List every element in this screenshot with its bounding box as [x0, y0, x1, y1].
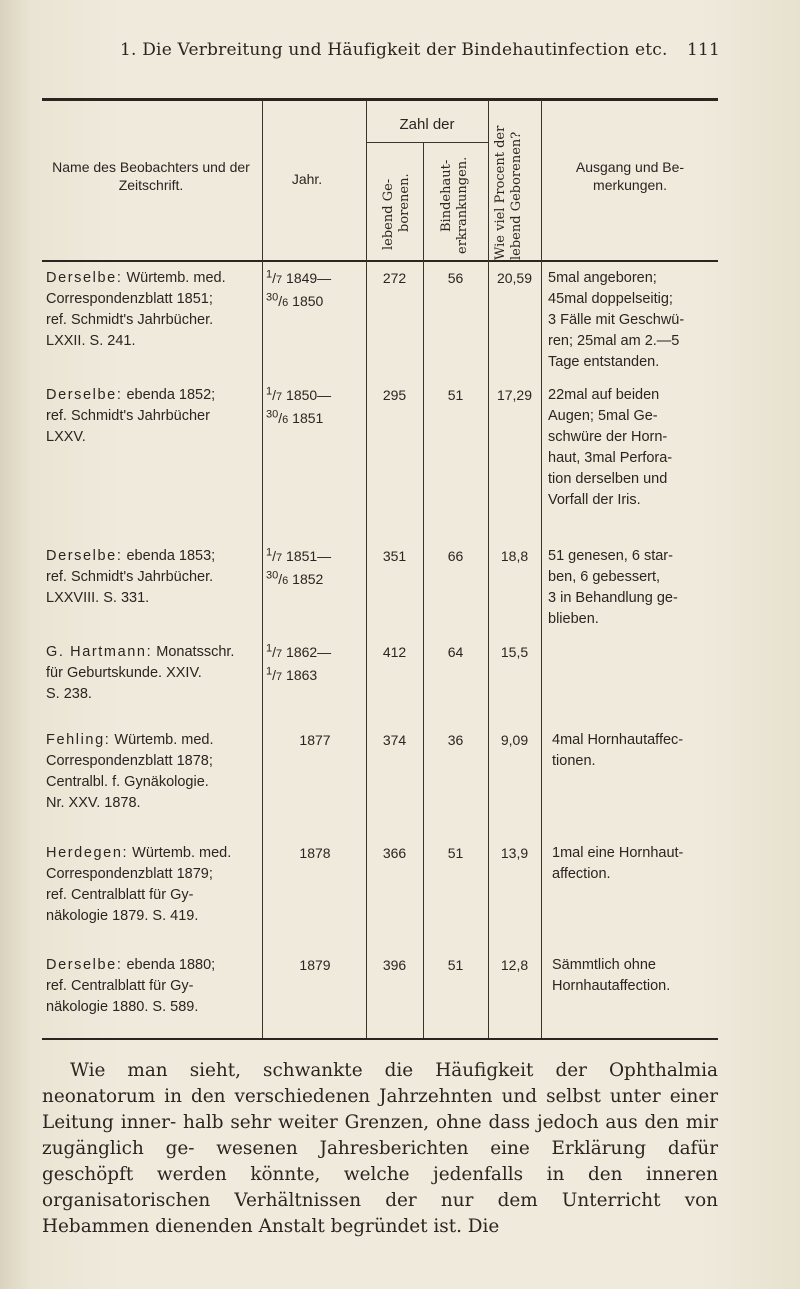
outcome-cell	[548, 843, 722, 885]
col-line	[541, 100, 542, 262]
outcome-line: ren; 25mal am 2.—5	[548, 333, 680, 349]
conjunctivitis-cell: 66	[447, 548, 464, 564]
conjunctivitis-cell: 56	[447, 270, 464, 286]
outcome-cell	[548, 385, 718, 511]
percent-cell: 13,9	[500, 845, 529, 861]
observer-cell	[46, 385, 260, 448]
percent-cell: 12,8	[500, 957, 529, 973]
conjunctivitis-cell: 51	[447, 387, 464, 403]
percent-cell: 18,8	[500, 548, 529, 564]
outcome-line: 5mal angeboren;	[548, 270, 657, 286]
page-number: 111	[686, 40, 720, 60]
percent-cell: 20,59	[496, 270, 533, 286]
born-alive-cell: 396	[382, 957, 407, 973]
observer-line: ref. Centralblatt für Gy-	[46, 978, 194, 994]
year-cell: $^1$/7 1851— $^{30}$/6 1852	[266, 546, 332, 587]
running-head	[120, 40, 720, 60]
born-alive-cell: 374	[382, 732, 407, 748]
conjunctivitis-cell: 36	[447, 732, 464, 748]
conjunctivitis-cell: 51	[447, 957, 464, 973]
observer-line: Derselbe: ebenda 1852;	[46, 387, 216, 403]
percent-cell: 9,09	[500, 732, 529, 748]
outcome-line: schwüre der Horn-	[548, 429, 668, 445]
observer-line: LXXVIII. S. 331.	[46, 590, 150, 606]
observer-cell	[46, 546, 260, 609]
table-bottom-rule	[42, 1038, 718, 1040]
year-cell: $^1$/7 1862— $^1$/7 1863	[266, 642, 332, 683]
outcome-line: 1mal eine Hornhaut-	[552, 845, 684, 861]
year-cell: 1877	[299, 732, 331, 748]
outcome-line: tion derselben und	[548, 471, 668, 487]
outcome-line: Vorfall der Iris.	[548, 492, 641, 508]
observer-line: Correspondenzblatt 1878;	[46, 753, 213, 769]
observer-line: Derselbe: ebenda 1853;	[46, 548, 216, 564]
year-cell: $^1$/7 1849— $^{30}$/6 1850	[266, 268, 332, 309]
header-conjunctivitis: Bindehaut- erkrankungen.	[439, 156, 470, 254]
outcome-line: Sämmtlich ohne	[552, 957, 656, 973]
born-alive-cell: 412	[382, 644, 407, 660]
col-line	[423, 142, 424, 262]
observer-line: ref. Schmidt's Jahrbücher	[46, 408, 210, 424]
observer-line: für Geburtskunde. XXIV.	[46, 665, 202, 681]
outcome-line: 3 Fälle mit Geschwü-	[548, 312, 685, 328]
header-year: Jahr.	[291, 171, 323, 187]
outcome-line: 3 in Behandlung ge-	[548, 590, 678, 606]
conjunctivitis-cell: 51	[447, 845, 464, 861]
outcome-line: Tage entstanden.	[548, 354, 660, 370]
observer-line: ref. Schmidt's Jahrbücher.	[46, 569, 214, 585]
observer-line: Fehling: Würtemb. med.	[46, 732, 214, 748]
body-paragraph	[42, 1058, 718, 1240]
outcome-line: Hornhautaffection.	[552, 978, 671, 994]
observer-line: Centralbl. f. Gynäkologie.	[46, 774, 209, 790]
observer-line: LXXV.	[46, 429, 86, 445]
born-alive-cell: 351	[382, 548, 407, 564]
header-count-group: Zahl der	[399, 116, 455, 133]
outcome-cell	[548, 268, 718, 373]
col-line	[262, 100, 263, 262]
outcome-cell	[548, 730, 722, 772]
born-alive-cell: 295	[382, 387, 407, 403]
running-head-title: 1. Die Verbreitung und Häufigkeit der Bindehautinfection etc.	[120, 40, 668, 60]
year-cell: 1879	[299, 957, 331, 973]
paragraph-text: Wie man sieht, schwankte die Häufigkeit der Ophthalmia neonatorum in den verschiedenen Jahrzehnten und selbst unter einer Leitung inner- halb sehr weiter Grenzen, ohne dass jedoch aus den mir zugänglich ge- wesenen Jahresberichten eine Erklärung dafür geschöpft werden könnte, welche jedenfalls in den inneren organisatorischen Verhältnissen der nur dem Unterricht von Hebammen dienenden Anstalt begründet ist. Die	[42, 1060, 718, 1237]
observer-line: näkologie 1879. S. 419.	[46, 908, 199, 924]
header-outcome: Ausgang und Be- merkungen.	[575, 159, 685, 193]
col-line	[366, 100, 367, 262]
outcome-line: tionen.	[552, 753, 596, 769]
table-header-rule	[42, 260, 718, 262]
header-name: Name des Beobachters und der Zeitschrift.	[52, 159, 250, 193]
observer-line: Correspondenzblatt 1851;	[46, 291, 213, 307]
header-percent: Wie viel Procent der lebend Geborenen?	[493, 125, 524, 260]
conjunctivitis-cell: 64	[447, 644, 464, 660]
observer-line: Derselbe: Würtemb. med.	[46, 270, 226, 286]
observer-cell	[46, 730, 260, 814]
outcome-line: affection.	[552, 866, 611, 882]
outcome-line: 22mal auf beiden	[548, 387, 660, 403]
outcome-line: 4mal Hornhautaffec-	[552, 732, 684, 748]
year-cell: $^1$/7 1850— $^{30}$/6 1851	[266, 385, 332, 426]
observer-cell	[46, 642, 260, 705]
observer-line: Correspondenzblatt 1879;	[46, 866, 213, 882]
outcome-line: Augen; 5mal Ge-	[548, 408, 658, 424]
percent-cell: 17,29	[496, 387, 533, 403]
outcome-line: blieben.	[548, 611, 599, 627]
outcome-line: 45mal doppelseitig;	[548, 291, 673, 307]
observer-line: ref. Schmidt's Jahrbücher.	[46, 312, 214, 328]
outcome-cell	[548, 546, 718, 630]
outcome-line: ben, 6 gebessert,	[548, 569, 661, 585]
percent-cell: 15,5	[500, 644, 529, 660]
observer-cell	[46, 268, 260, 352]
observer-line: S. 238.	[46, 686, 92, 702]
outcome-line: 51 genesen, 6 star-	[548, 548, 673, 564]
table-top-rule	[42, 98, 718, 101]
observer-cell	[46, 843, 260, 927]
observer-line: ref. Centralblatt für Gy-	[46, 887, 194, 903]
col-line	[488, 100, 489, 262]
observer-line: Herdegen: Würtemb. med.	[46, 845, 232, 861]
observer-line: G. Hartmann: Monatsschr.	[46, 644, 235, 660]
col-line	[262, 262, 263, 1038]
outcome-cell	[548, 955, 722, 997]
header-born-alive: lebend Ge- borenen.	[381, 173, 412, 250]
born-alive-cell: 272	[382, 270, 407, 286]
observer-line: Nr. XXV. 1878.	[46, 795, 141, 811]
born-alive-cell: 366	[382, 845, 407, 861]
observer-line: Derselbe: ebenda 1880;	[46, 957, 216, 973]
observer-cell	[46, 955, 260, 1018]
outcome-line: haut, 3mal Perfora-	[548, 450, 673, 466]
observer-line: LXXII. S. 241.	[46, 333, 136, 349]
observer-line: näkologie 1880. S. 589.	[46, 999, 199, 1015]
year-cell: 1878	[299, 845, 331, 861]
col-line	[541, 262, 542, 1038]
